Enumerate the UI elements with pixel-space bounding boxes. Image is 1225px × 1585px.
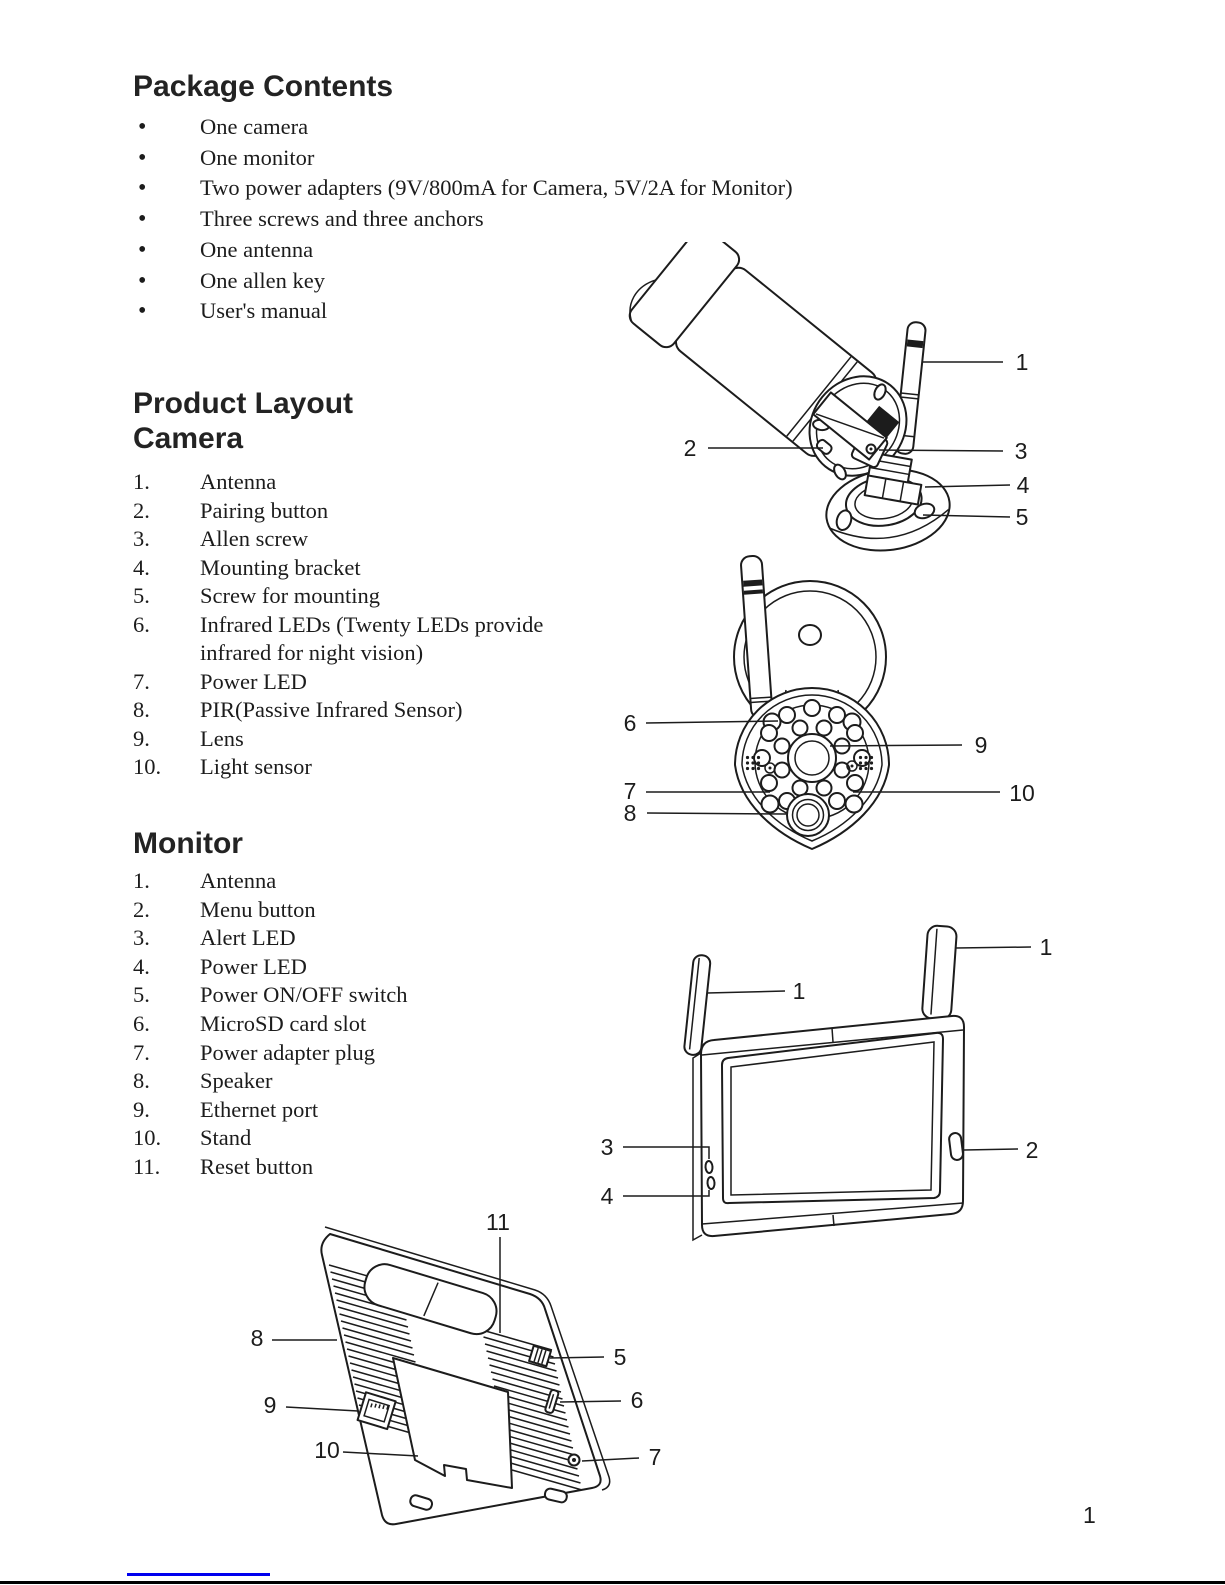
callout-power-switch: 5 bbox=[613, 1344, 627, 1370]
callout-mounting-bracket: 4 bbox=[1016, 472, 1030, 498]
list-item: 10. Stand bbox=[133, 1125, 252, 1151]
list-item: 3. Alert LED bbox=[133, 925, 296, 951]
list-item: • One allen key bbox=[133, 266, 933, 297]
list-item: 6. Infrared LEDs (Twenty LEDs provide infrared for night vision) bbox=[133, 611, 544, 665]
list-item: 4. Power LED bbox=[133, 953, 307, 979]
product-layout-title: Product Layout bbox=[133, 387, 354, 420]
list-item: 5. Screw for mounting bbox=[133, 583, 380, 608]
footer-link[interactable] bbox=[127, 1573, 270, 1576]
camera-pir-sensor bbox=[787, 794, 829, 836]
camera-lens bbox=[788, 734, 836, 782]
list-item: 6. MicroSD card slot bbox=[133, 1010, 367, 1036]
monitor-power-led bbox=[707, 1177, 715, 1189]
monitor-alert-led bbox=[705, 1161, 713, 1173]
list-item: 9. Lens bbox=[133, 725, 244, 751]
list-item: 4. Mounting bracket bbox=[133, 554, 361, 580]
callout-infrared-leds: 6 bbox=[623, 710, 637, 736]
callout-speaker: 8 bbox=[250, 1325, 264, 1351]
monitor-screen bbox=[722, 1033, 943, 1203]
callout-power-plug: 7 bbox=[648, 1444, 662, 1470]
list-item: • One antenna bbox=[133, 235, 933, 266]
monitor-parts-list bbox=[133, 867, 605, 1182]
callout-reset-button: 11 bbox=[486, 1209, 510, 1235]
callout-stand: 10 bbox=[314, 1437, 340, 1463]
monitor-antenna-left bbox=[684, 954, 711, 1055]
monitor-antenna-right bbox=[922, 925, 957, 1020]
camera-parts-list bbox=[133, 468, 605, 782]
callout-power-led: 7 bbox=[623, 778, 637, 804]
list-item: 8. Speaker bbox=[133, 1068, 273, 1094]
callout-menu-button: 2 bbox=[1025, 1137, 1039, 1163]
monitor-power-plug bbox=[569, 1455, 580, 1466]
monitor-section-title: Monitor bbox=[133, 827, 243, 860]
list-item: 5. Power ON/OFF switch bbox=[133, 982, 408, 1008]
callout-pairing-button: 2 bbox=[683, 435, 697, 461]
callout-ethernet-port: 9 bbox=[263, 1392, 277, 1418]
monitor-menu-button bbox=[948, 1132, 963, 1160]
list-item: 7. Power LED bbox=[133, 668, 307, 694]
callout-pir-sensor: 8 bbox=[623, 800, 637, 826]
list-item: 3. Allen screw bbox=[133, 526, 309, 551]
list-item: • Two power adapters (9V/800mA for Camera, 5V/2A for Monitor) bbox=[133, 173, 933, 204]
camera-rear-diagram bbox=[618, 242, 1060, 564]
monitor-rear-diagram bbox=[230, 1185, 700, 1537]
callout-antenna: 1 bbox=[1015, 349, 1029, 375]
list-item: 2. Menu button bbox=[133, 896, 316, 922]
callout-microsd-slot: 6 bbox=[630, 1387, 644, 1413]
callout-antenna-right: 1 bbox=[1039, 934, 1053, 960]
callout-allen-screw: 3 bbox=[1014, 438, 1028, 464]
callout-antenna-left: 1 bbox=[792, 978, 806, 1004]
camera-front-diagram bbox=[600, 540, 1060, 852]
list-item: 8. PIR(Passive Infrared Sensor) bbox=[133, 697, 463, 722]
package-contents-title: Package Contents bbox=[133, 70, 394, 103]
list-item: • One camera bbox=[133, 112, 933, 143]
list-item: • One monitor bbox=[133, 143, 933, 174]
list-item: 2. Pairing button bbox=[133, 497, 329, 523]
list-item: • User's manual bbox=[133, 296, 933, 327]
callout-light-sensor: 10 bbox=[1009, 780, 1035, 806]
list-item: 1. Antenna bbox=[133, 868, 277, 893]
page-number: 1 bbox=[1083, 1502, 1096, 1528]
list-item: 11. Reset button bbox=[133, 1153, 314, 1179]
list-item: 7. Power adapter plug bbox=[133, 1039, 375, 1065]
list-item: 10. Light sensor bbox=[133, 754, 312, 779]
callout-lens: 9 bbox=[974, 732, 988, 758]
page-bottom-border bbox=[0, 1581, 1225, 1584]
list-item: • Three screws and three anchors bbox=[133, 204, 933, 235]
camera-section-title: Camera bbox=[133, 422, 244, 455]
list-item: 1. Antenna bbox=[133, 469, 277, 494]
callout-alert-led: 3 bbox=[600, 1134, 614, 1160]
callout-mounting-screw: 5 bbox=[1015, 504, 1029, 530]
callout-power-led: 4 bbox=[600, 1183, 614, 1209]
list-item: 9. Ethernet port bbox=[133, 1096, 319, 1122]
